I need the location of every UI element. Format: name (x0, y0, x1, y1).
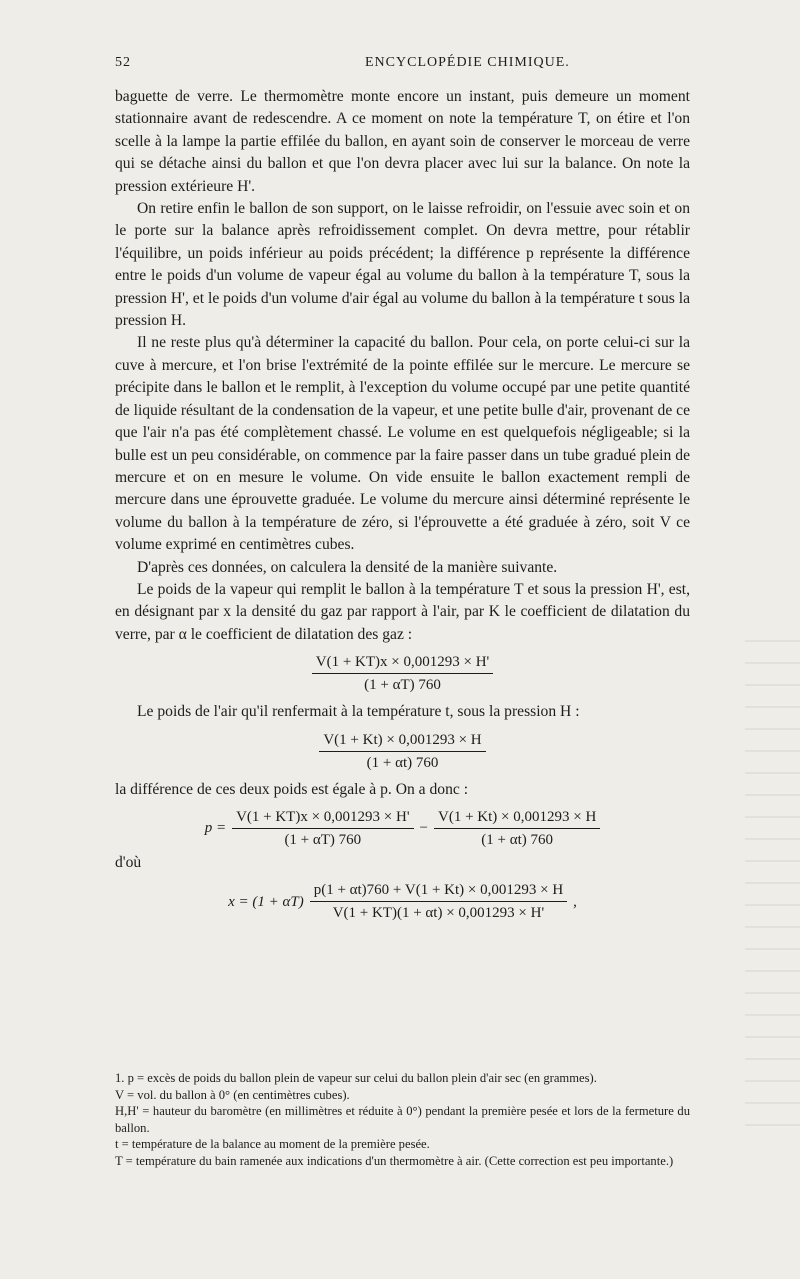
formula-denominator: (1 + αt) 760 (366, 754, 439, 771)
formula-lhs: p = (204, 820, 227, 837)
formula-trailing-comma: , (573, 893, 577, 910)
paragraph: baguette de verre. Le thermomètre monte encore un instant, puis demeure un moment stationnaire avant de redescendre. A ce moment on note la température T, on étire et l'on scelle à la lampe la partie effilée du ballon, en ayant soin de conserver le morceau de verre qui se détache ainsi du ballon et que l'on devra placer avec lui sur la balance. On note la pression extérieure H'. (115, 88, 690, 195)
formula-vapor-weight (115, 652, 690, 695)
footnote: V = vol. du ballon à 0° (en centimètres cubes). (115, 1087, 350, 1102)
running-title: ENCYCLOPÉDIE CHIMIQUE. (365, 55, 570, 70)
formula-numerator: V(1 + KT)x × 0,001293 × H' (232, 807, 413, 829)
formula-air-weight (115, 730, 690, 773)
footnote: T = température du bain ramenée aux indications d'un thermomètre à air. (Cette correction est peu importante.) (115, 1153, 674, 1168)
formula-denominator: (1 + αT) 760 (364, 677, 441, 694)
page-header (115, 55, 685, 77)
formula-lhs: x = (1 + αT) (228, 893, 304, 910)
body-text (115, 86, 690, 925)
footnote: t = température de la balance au moment de la première pesée. (115, 1137, 430, 1152)
formula-denominator: V(1 + KT)(1 + αt) × 0,001293 × H' (332, 905, 545, 922)
minus-sign: − (419, 820, 429, 837)
paragraph: la différence de ces deux poids est égale à p. On a donc : (115, 780, 469, 798)
formula-denominator: (1 + αT) 760 (284, 831, 362, 848)
formula-numerator: p(1 + αt)760 + V(1 + Kt) × 0,001293 × H (310, 880, 567, 902)
paragraph: d'où (115, 853, 142, 871)
show-through-text (745, 640, 800, 1140)
formula-density (115, 880, 690, 923)
footnotes (115, 1070, 690, 1170)
paragraph: Il ne reste plus qu'à déterminer la capacité du ballon. Pour cela, on porte celui-ci sur la cuve à mercure, et l'on brise l'extrémité de la pointe effilée sur le mercure. Le mercure se précipite dans le ballon et le remplit, à l'exception du volume occupé par une petite quantité de liquide résultant de la condensation de la vapeur, et une petite bulle d'air, provenant de ce que l'air n'a pas été complètement chassé. Le volume en est quelquefois négligeable; si la bulle est un peu considérable, on commence par la faire passer dans un tube gradué plein de mercure et on en mesure le volume. On vide ensuite le ballon exactement rempli de mercure dans une éprouvette graduée. Le volume du mercure ainsi déterminé représente le volume du ballon à la température de zéro, si l'éprouvette a été graduée à zéro, soit V ce volume exprimé en centimètres cubes. (115, 334, 690, 554)
paragraph: Le poids de la vapeur qui remplit le ballon à la température T et sous la pression H', est, en désignant par x la densité du gaz par rapport à l'air, par K le coefficient de dilatation du verre, par α le coefficient de dilatation des gaz : (115, 580, 690, 643)
page-number: 52 (115, 55, 131, 70)
formula-difference (115, 807, 690, 850)
paragraph: D'après ces données, on calculera la densité de la manière suivante. (137, 558, 558, 576)
footnote: H,H' = hauteur du baromètre (en millimètres et réduite à 0°) pendant la première pesée et lors de la fermeture du ballon. (115, 1104, 690, 1135)
formula-denominator: (1 + αt) 760 (481, 831, 554, 848)
formula-numerator: V(1 + KT)x × 0,001293 × H' (312, 652, 493, 674)
paragraph: Le poids de l'air qu'il renfermait à la température t, sous la pression H : (137, 703, 580, 721)
formula-numerator: V(1 + Kt) × 0,001293 × H (434, 807, 600, 829)
footnote: 1. p = excès de poids du ballon plein de vapeur sur celui du ballon plein d'air sec (en grammes). (115, 1071, 597, 1085)
formula-numerator: V(1 + Kt) × 0,001293 × H (319, 730, 485, 752)
paragraph: On retire enfin le ballon de son support, on le laisse refroidir, on l'essuie avec soin et on le porte sur la balance après refroidissement complet. On devra mettre, pour rétablir l'équilibre, un poids inférieur au poids précédent; la différence p représente la différence entre le poids d'un volume de vapeur égal au volume du ballon à la température T, sous la pression H', et le poids d'un volume d'air égal au volume du ballon à la température t sous la pression H. (115, 200, 690, 330)
